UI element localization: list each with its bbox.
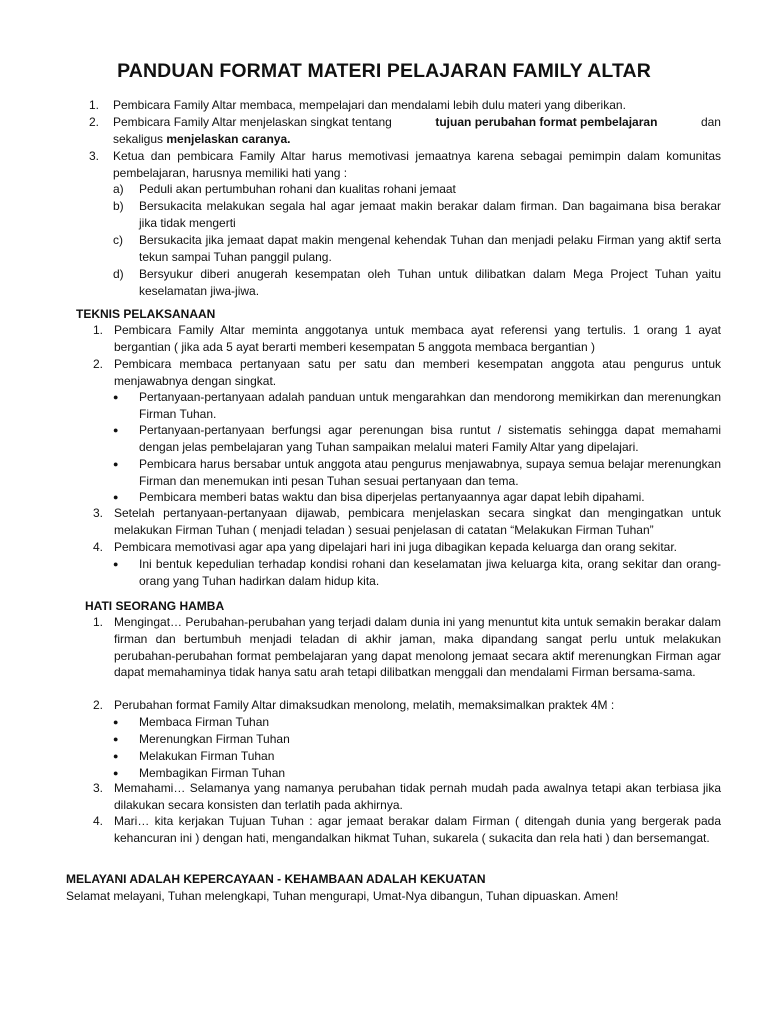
bullet-icon: ● bbox=[113, 492, 119, 502]
bullet-icon: ● bbox=[113, 768, 119, 778]
bullet-icon: ● bbox=[113, 459, 119, 469]
list-text: Pembicara membaca pertanyaan satu per satu dan memberi kesempatan anggota atau pengurus untuk menjawabnya dengan singkat. bbox=[114, 357, 721, 388]
sub-text: Bersyukur diberi anugerah kesempatan oleh Tuhan untuk dilibatkan dalam Mega Project Tuhan yaitu keselamatan jiwa-jiwa. bbox=[139, 267, 721, 298]
bullet-icon: ● bbox=[113, 425, 119, 435]
page-title: PANDUAN FORMAT MATERI PELAJARAN FAMILY ALTAR bbox=[117, 60, 651, 82]
sub-letter: a) bbox=[113, 182, 124, 196]
list-number: 3. bbox=[89, 149, 100, 163]
sub-text: Bersukacita melakukan segala hal agar jemaat makin berakar dalam firman. Dan bagaimana bisa berakar jika tidak mengerti bbox=[139, 199, 721, 230]
bullet-text: Pertanyaan-pertanyaan berfungsi agar perenungan bisa runtut / sistematis sehingga dapat memahami dengan jelas pembelajaran yang Tuhan sampaikan melalui materi Family Altar yang dipelajari. bbox=[139, 423, 721, 454]
list-text: dan bbox=[700, 115, 721, 129]
list-text: Perubahan format Family Altar dimaksudkan menolong, melatih, memaksimalkan praktek 4M : bbox=[114, 698, 615, 712]
list-number: 2. bbox=[89, 115, 100, 129]
list-text: Mari… kita kerjakan Tujuan Tuhan : agar jemaat berakar dalam Firman ( ditengah dunia yang bergerak pada kehancuran ini ) dengan hati, mengandalkan hikmat Tuhan, sukarela ( sukacita dan rela hati ) dan bersemangat. bbox=[114, 814, 721, 845]
bullet-text: Pertanyaan-pertanyaan adalah panduan untuk mengarahkan dan mendorong memikirkan dan merenungkan Firman Tuhan. bbox=[139, 390, 721, 421]
list-number: 1. bbox=[89, 98, 100, 112]
list-number: 2. bbox=[93, 698, 104, 712]
closing-heading: MELAYANI ADALAH KEPERCAYAAN - KEHAMBAAN ADALAH KEKUATAN bbox=[66, 872, 486, 886]
list-text: Memahami… Selamanya yang namanya perubahan tidak pernah mudah pada awalnya tetapi akan terbiasa jika dilakukan secara konsisten dan terlatih pada akhirnya. bbox=[114, 781, 721, 812]
bullet-icon: ● bbox=[113, 559, 119, 569]
bullet-text: Membagikan Firman Tuhan bbox=[139, 766, 286, 780]
list-text: Pembicara Family Altar meminta anggotanya untuk membaca ayat referensi yang tertulis. 1 orang 1 ayat bergantian ( jika ada 5 ayat berarti memberi kesempatan 5 anggota membaca bergantian ) bbox=[114, 323, 721, 354]
bullet-icon: ● bbox=[113, 717, 119, 727]
bullet-text: Merenungkan Firman Tuhan bbox=[139, 732, 290, 746]
sub-text: Bersukacita jika jemaat dapat makin mengenal kehendak Tuhan dan menjadi pelaku Firman yang aktif serta tekun sampai Tuhan panggil pulang. bbox=[139, 233, 721, 264]
list-text: Pembicara Family Altar menjelaskan singkat tentang bbox=[113, 115, 392, 129]
sub-letter: c) bbox=[113, 233, 123, 247]
list-text: Ketua dan pembicara Family Altar harus memotivasi jemaatnya karena sebagai pemimpin dalam komunitas pembelajaran, harusnya memiliki hati yang : bbox=[113, 149, 721, 180]
list-number: 2. bbox=[93, 357, 104, 371]
list-number: 3. bbox=[93, 506, 104, 520]
bullet-icon: ● bbox=[113, 392, 119, 402]
list-text: Pembicara Family Altar membaca, mempelajari dan mendalami lebih dulu materi yang diberikan. bbox=[113, 98, 626, 112]
list-line bbox=[113, 114, 721, 131]
sub-letter: d) bbox=[113, 267, 124, 281]
list-text-bold: menjelaskan caranya. bbox=[166, 131, 291, 146]
bullet-text: Ini bentuk kepedulian terhadap kondisi rohani dan keselamatan jiwa keluarga kita, orang sekitar dan orang-orang yang Tuhan hadirkan dalam hidup kita. bbox=[139, 557, 721, 588]
section-heading-hati: HATI SEORANG HAMBA bbox=[85, 599, 225, 613]
list-line bbox=[113, 131, 721, 148]
list-number: 4. bbox=[93, 814, 104, 828]
list-text-wrap bbox=[113, 114, 721, 148]
list-number: 1. bbox=[93, 323, 104, 337]
bullet-text: Pembicara memberi batas waktu dan bisa diperjelas pertanyaannya agar dapat lebih dipahami. bbox=[139, 490, 645, 504]
closing-text: Selamat melayani, Tuhan melengkapi, Tuhan mengurapi, Umat-Nya dibangun, Tuhan dipuaskan. Amen! bbox=[66, 889, 619, 903]
list-text-bold: tujuan perubahan format pembelajaran bbox=[435, 115, 658, 129]
bullet-icon: ● bbox=[113, 734, 119, 744]
bullet-icon: ● bbox=[113, 751, 119, 761]
list-text: Setelah pertanyaan-pertanyaan dijawab, pembicara menjelaskan secara singkat dan mengingatkan untuk melakukan Firman Tuhan ( menjadi teladan ) sesuai penjelasan di catatan “Melakukan Firman Tuhan” bbox=[114, 506, 721, 537]
list-text: Pembicara memotivasi agar apa yang dipelajari hari ini juga dibagikan kepada keluarga dan orang sekitar. bbox=[114, 540, 678, 554]
list-number: 1. bbox=[93, 615, 104, 629]
list-text: sekaligus bbox=[113, 131, 167, 146]
bullet-text: Melakukan Firman Tuhan bbox=[139, 749, 275, 763]
sub-text: Peduli akan pertumbuhan rohani dan kualitas rohani jemaat bbox=[139, 182, 456, 196]
bullet-text: Pembicara harus bersabar untuk anggota atau pengurus menjawabnya, supaya semua belajar merenungkan Firman dan menemukan inti pesan Tuhan sesuai pertanyaan dan tema. bbox=[139, 457, 721, 488]
list-number: 3. bbox=[93, 781, 104, 795]
list-text: Mengingat… Perubahan-perubahan yang terjadi dalam dunia ini yang menuntut kita untuk semakin berakar dalam firman dan bertumbuh menjadi teladan di akhir jaman, maka dipandang sangat perlu untuk melakukan perubahan-perubahan format pembelajaran yang dapat menolong jemaat secara aktif merenungkan Firman agar dapat memahaminya tidak hanya satu arah tetapi dilibatkan menggali dan mendalami Firman bersama-sama. bbox=[114, 615, 721, 680]
list-number: 4. bbox=[93, 540, 104, 554]
bullet-text: Membaca Firman Tuhan bbox=[139, 715, 270, 729]
sub-letter: b) bbox=[113, 199, 124, 213]
section-heading-teknis: TEKNIS PELAKSANAAN bbox=[76, 307, 216, 321]
